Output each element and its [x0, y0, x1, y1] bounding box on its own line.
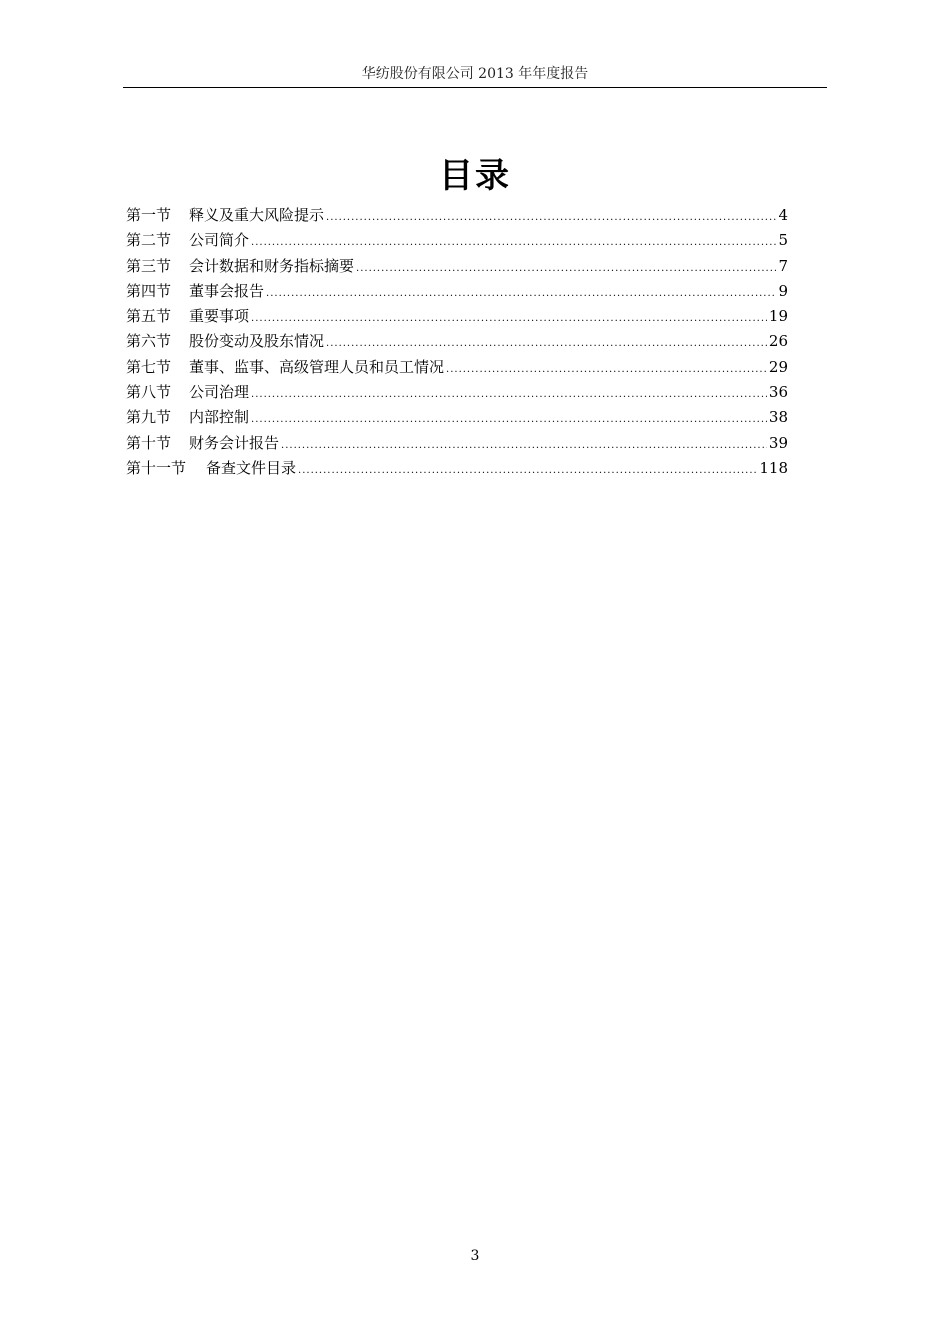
toc-leader [356, 256, 776, 281]
toc-section-number: 第十节 [126, 433, 172, 452]
toc-leader [251, 306, 767, 331]
toc-section-number: 第八节 [126, 383, 172, 402]
toc-section-title: 重要事项 [189, 307, 250, 326]
toc-section-title: 公司治理 [189, 383, 250, 402]
toc-section-number: 第一节 [126, 206, 172, 224]
toc-entry[interactable] [126, 380, 788, 405]
toc-leader [298, 458, 757, 483]
toc-entry[interactable] [126, 456, 788, 481]
toc-section-title: 释义及重大风险提示 [189, 206, 325, 224]
toc-section-number: 第九节 [126, 408, 172, 427]
toc-leader [326, 331, 767, 356]
toc-page-number: 36 [768, 383, 788, 402]
toc-leader [446, 357, 767, 382]
toc-section-title: 公司简介 [189, 231, 250, 250]
toc-section-title: 股份变动及股东情况 [189, 332, 325, 351]
toc-page-number: 118 [759, 458, 788, 477]
toc-leader [251, 382, 767, 407]
toc-entry[interactable] [126, 254, 788, 279]
toc-section-number: 第十一节 [126, 458, 187, 477]
header-divider [123, 87, 827, 88]
toc-entry[interactable] [126, 329, 788, 354]
toc-entry[interactable] [126, 431, 788, 456]
toc-section-number: 第二节 [126, 231, 172, 250]
toc-section-title: 董事会报告 [189, 281, 265, 300]
toc-page-number: 5 [778, 231, 788, 250]
toc-page-number: 7 [778, 256, 788, 275]
toc-list [126, 203, 788, 481]
toc-entry[interactable] [126, 203, 788, 228]
toc-leader [281, 433, 767, 458]
toc-section-number: 第三节 [126, 256, 172, 275]
toc-leader [326, 205, 776, 230]
toc-entry[interactable] [126, 279, 788, 304]
toc-section-number: 第六节 [126, 332, 172, 351]
toc-section-title: 备查文件目录 [206, 458, 297, 477]
toc-page-number: 9 [778, 281, 788, 300]
toc-entry[interactable] [126, 405, 788, 430]
toc-page-number: 19 [768, 307, 788, 326]
toc-section-number: 第五节 [126, 307, 172, 326]
toc-section-title: 内部控制 [189, 408, 250, 427]
toc-entry[interactable] [126, 355, 788, 380]
toc-section-title: 董事、监事、高级管理人员和员工情况 [189, 357, 445, 376]
toc-page-number: 38 [768, 408, 788, 427]
toc-entry[interactable] [126, 228, 788, 253]
toc-section-number: 第七节 [126, 357, 172, 376]
page-number: 3 [470, 1248, 480, 1264]
toc-page-number: 26 [768, 332, 788, 351]
toc-leader [251, 230, 776, 255]
toc-leader [251, 407, 767, 432]
toc-leader [266, 281, 776, 306]
running-header: 华纺股份有限公司 2013 年年度报告 [361, 66, 589, 82]
toc-section-title: 财务会计报告 [189, 433, 280, 452]
toc-page-number: 4 [778, 206, 788, 224]
toc-section-number: 第四节 [126, 281, 172, 300]
toc-entry[interactable] [126, 304, 788, 329]
toc-page-number: 39 [768, 433, 788, 452]
toc-page-number: 29 [768, 357, 788, 376]
toc-section-title: 会计数据和财务指标摘要 [189, 256, 355, 275]
toc-heading: 目录 [439, 156, 511, 196]
